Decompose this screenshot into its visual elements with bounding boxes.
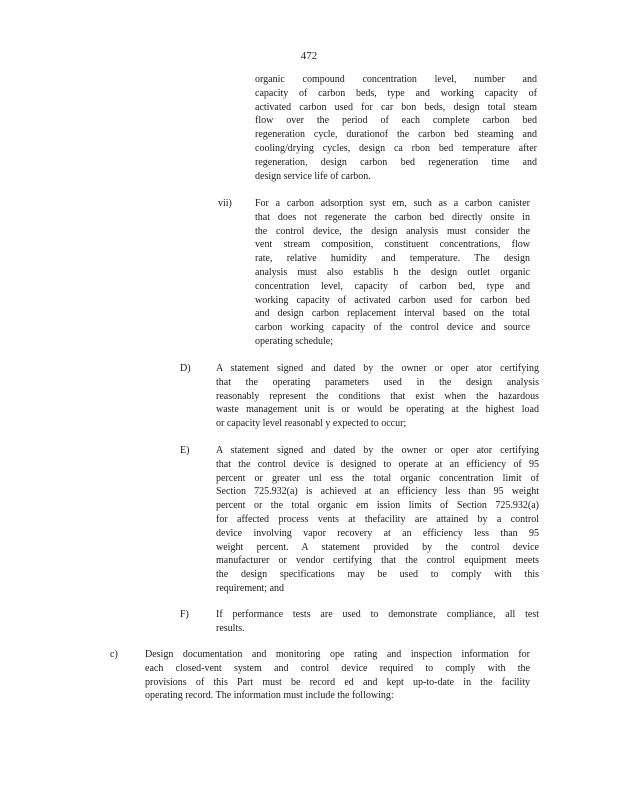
text-line: that the control device is designed to operate at an efficiency of 95	[216, 458, 539, 470]
text-line: operating schedule;	[255, 335, 334, 347]
item-f-text	[216, 608, 539, 636]
text-line: percent or greater unl ess the total organic concentration limit of	[216, 472, 539, 484]
text-line: Design documentation and monitoring ope rating and inspection information for	[145, 649, 530, 660]
text-line: analysis must also establis h the design outlet organic	[255, 266, 530, 278]
text-line: the control device, the design analysis must consider the	[255, 225, 530, 237]
item-vii-text	[255, 197, 530, 349]
text-line: regeneration, design carbon bed regeneration time and	[255, 156, 537, 168]
text-line: working capacity of activated carbon used for carbon bed	[255, 294, 530, 306]
text-line: carbon working capacity of the control device and source	[255, 322, 530, 334]
text-line: that does not regenerate the carbon bed directly onsite in	[255, 211, 530, 223]
text-line: activated carbon used for car bon beds, design total steam	[255, 101, 537, 113]
text-line: the design specifications may be used to comply with this	[216, 569, 539, 581]
text-line: device involving vapor recovery at an efficiency less than 95	[216, 527, 539, 539]
text-line: operating record. The information must include the following:	[145, 690, 394, 702]
item-d-marker: D)	[180, 363, 191, 374]
item-c-marker: c)	[110, 649, 118, 660]
item-vii-marker: vii)	[218, 198, 232, 209]
text-line: design service life of carbon.	[255, 170, 371, 182]
text-line: capacity of carbon beds, type and working capacity of	[255, 87, 537, 99]
item-d-text	[216, 362, 539, 431]
text-line: concentration level, capacity of carbon bed, type and	[255, 280, 530, 292]
text-line: For a carbon adsorption syst em, such as a carbon canister	[255, 198, 530, 209]
text-line: weight percent. A statement provided by the control device	[216, 541, 539, 553]
text-line: Section 725.932(a) is achieved at an efficiency less than 95 weight	[216, 486, 539, 498]
text-line: provisions of this Part must be record ed and kept up-to-date in the facility	[145, 676, 530, 688]
text-line: results.	[216, 622, 245, 634]
text-line: requirement; and	[216, 582, 285, 594]
text-line: or capacity level reasonabl y expected to occur;	[216, 418, 407, 430]
text-line: organic compound concentration level, number and	[255, 74, 537, 85]
text-line: that the operating parameters used in the design analysis	[216, 376, 539, 388]
text-line: A statement signed and dated by the owner or oper ator certifying	[216, 363, 539, 374]
text-line: manufacturer or vendor certifying that the control equipment meets	[216, 555, 539, 567]
text-line: rate, relative humidity and temperature. The design	[255, 253, 530, 265]
item-f-marker: F)	[180, 609, 189, 620]
text-line: cooling/drying cycles, design ca rbon bed temperature after	[255, 142, 537, 154]
text-line: reasonably represent the conditions that exist when the hazardous	[216, 390, 539, 402]
text-line: waste management unit is or would be operating at the highest load	[216, 404, 539, 416]
paragraph-continuation	[255, 73, 537, 183]
item-e-text	[216, 444, 539, 596]
text-line: regeneration cycle, durationof the carbon bed steaming and	[255, 129, 537, 141]
item-e-marker: E)	[180, 445, 190, 456]
text-line: each closed-vent system and control device required to comply with the	[145, 662, 530, 674]
item-c-text	[145, 648, 530, 703]
text-line: If performance tests are used to demonstrate compliance, all test	[216, 609, 539, 620]
text-line: flow over the period of each complete carbon bed	[255, 115, 537, 127]
text-line: A statement signed and dated by the owner or oper ator certifying	[216, 445, 539, 456]
text-line: percent or the total organic em ission limits of Section 725.932(a)	[216, 500, 539, 512]
text-line: for affected process vents at thefacility are attained by a control	[216, 513, 539, 525]
text-line: vent stream composition, constituent concentrations, flow	[255, 239, 530, 251]
page-number: 472	[300, 50, 318, 62]
text-line: and design carbon replacement interval based on the total	[255, 308, 530, 320]
